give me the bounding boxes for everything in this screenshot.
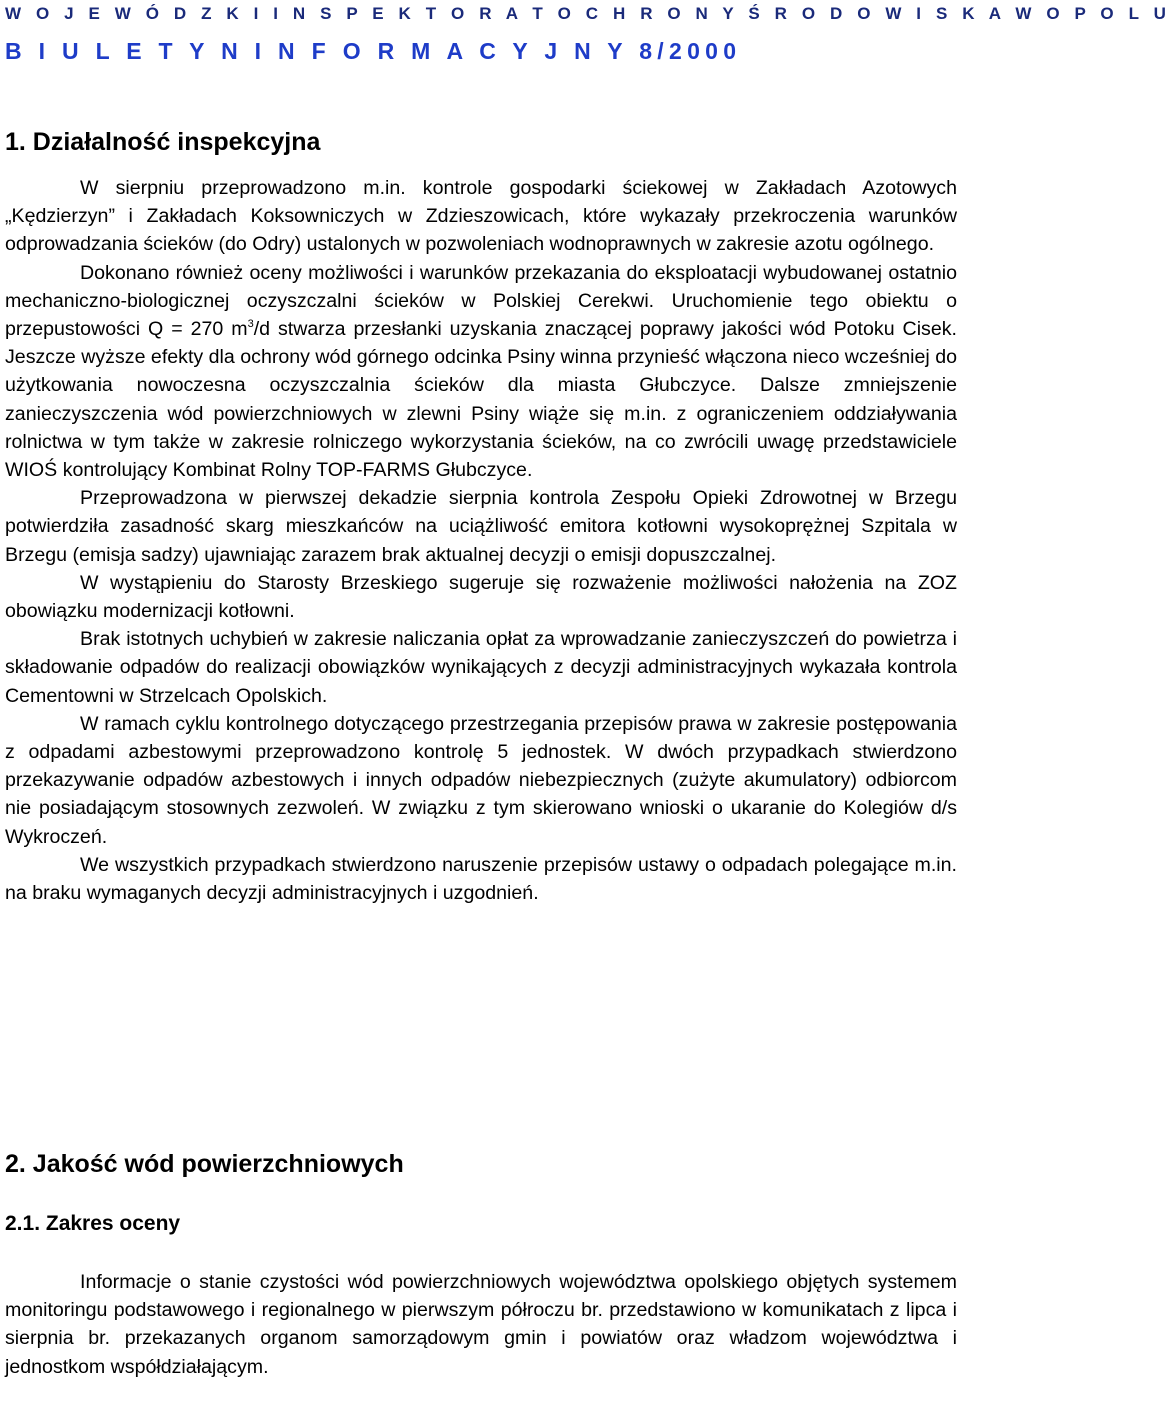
paragraph: Przeprowadzona w pierwszej dekadzie sierpnia kontrola Zespołu Opieki Zdrowotnej w Brzegu potwierdziła zasadność skarg mieszkańców na uciążliwość emitora kotłowni wysokoprężnej Szpitala w Brzegu (emisja sadzy) ujawniając zarazem brak aktualnej decyzji o emisji dopuszczalnej. bbox=[5, 487, 957, 566]
paragraph: Informacje o stanie czystości wód powierzchniowych województwa opolskiego objętych systemem monitoringu podstawowego i regionalnego w pierwszym półroczu br. przedstawiono w komunikatach z lipca i sierpnia br. przekazanych organom samorządowym gmin i powiatów oraz władzom województwa i jednostkom współdziałającym. bbox=[5, 1271, 957, 1378]
paragraph: Brak istotnych uchybień w zakresie naliczania opłat za wprowadzanie zanieczyszczeń do powietrza i składowanie odpadów do realizacji obowiązków wynikających z decyzji administracyjnych wykazała kontrola Cementowni w Strzelcach Opolskich. bbox=[5, 628, 957, 707]
section-2-1-heading: 2.1. Zakres oceny bbox=[5, 1212, 181, 1235]
paragraph-text: Dokonano również oceny możliwości i warunków przekazania do eksploatacji wybudowanej ostatnio mechaniczno-biologicznej oczyszczalni ścieków w Polskiej Cerekwi. Uruchomienie tego obiektu o przepustowości Q = 270 m bbox=[5, 261, 957, 341]
paragraph-text: /d stwarza przesłanki uzyskania znaczącej poprawy jakości wód Potoku Cisek. Jeszcze wyższe efekty dla ochrony wód górnego odcinka Psiny winna przynieść włączona nieco wcześniej do użytkowania nowoczesna oczyszczalnia ścieków dla miasta Głubczyce. Dalsze zmniejszenie zanieczyszczenia wód powierzchniowych w zlewni Psiny wiąże się m.in. z ograniczeniem oddziaływania rolnictwa w tym także w zakresie rolniczego wykorzystania ścieków, na co zwrócili uwagę przedstawiciele WIOŚ kontrolujący Kombinat Rolny TOP-FARMS Głubczyce. bbox=[5, 318, 957, 482]
header-bulletin-title: B I U L E T Y N I N F O R M A C Y J N Y 8/2000 bbox=[5, 38, 742, 64]
paragraph: W sierpniu przeprowadzono m.in. kontrole gospodarki ściekowej w Zakładach Azotowych „Kędzierzyn” i Zakładach Koksowniczych w Zdzieszowicach, które wykazały przekroczenia warunków odprowadzania ścieków (do Odry) ustalonych w pozwoleniach wodnoprawnych w zakresie azotu ogólnego. bbox=[5, 177, 957, 256]
section-1-body bbox=[5, 174, 957, 907]
section-2-body bbox=[5, 1268, 957, 1381]
header-institution: W O J E W Ó D Z K I I N S P E K T O R A T O C H R O N Y Ś R O D O W I S K A W O P O L U bbox=[5, 4, 1171, 23]
section-1-heading: 1. Działalność inspekcyjna bbox=[5, 128, 321, 156]
paragraph: W ramach cyklu kontrolnego dotyczącego przestrzegania przepisów prawa w zakresie postępowania z odpadami azbestowymi przeprowadzono kontrolę 5 jednostek. W dwóch przypadkach stwierdzono przekazywanie odpadów azbestowych i innych odpadów niebezpiecznych (zużyte akumulatory) odbiorcom nie posiadającym stosownych zezwoleń. W związku z tym skierowano wnioski o ukaranie do Kolegiów d/s Wykroczeń. bbox=[5, 712, 957, 848]
paragraph: W wystąpieniu do Starosty Brzeskiego sugeruje się rozważenie możliwości nałożenia na ZOZ obowiązku modernizacji kotłowni. bbox=[5, 571, 957, 623]
superscript: 3 bbox=[247, 318, 254, 331]
paragraph bbox=[5, 259, 957, 485]
section-2-heading: 2. Jakość wód powierzchniowych bbox=[5, 1150, 404, 1178]
paragraph: We wszystkich przypadkach stwierdzono naruszenie przepisów ustawy o odpadach polegające m.in. na braku wymaganych decyzji administracyjnych i uzgodnień. bbox=[5, 853, 957, 905]
